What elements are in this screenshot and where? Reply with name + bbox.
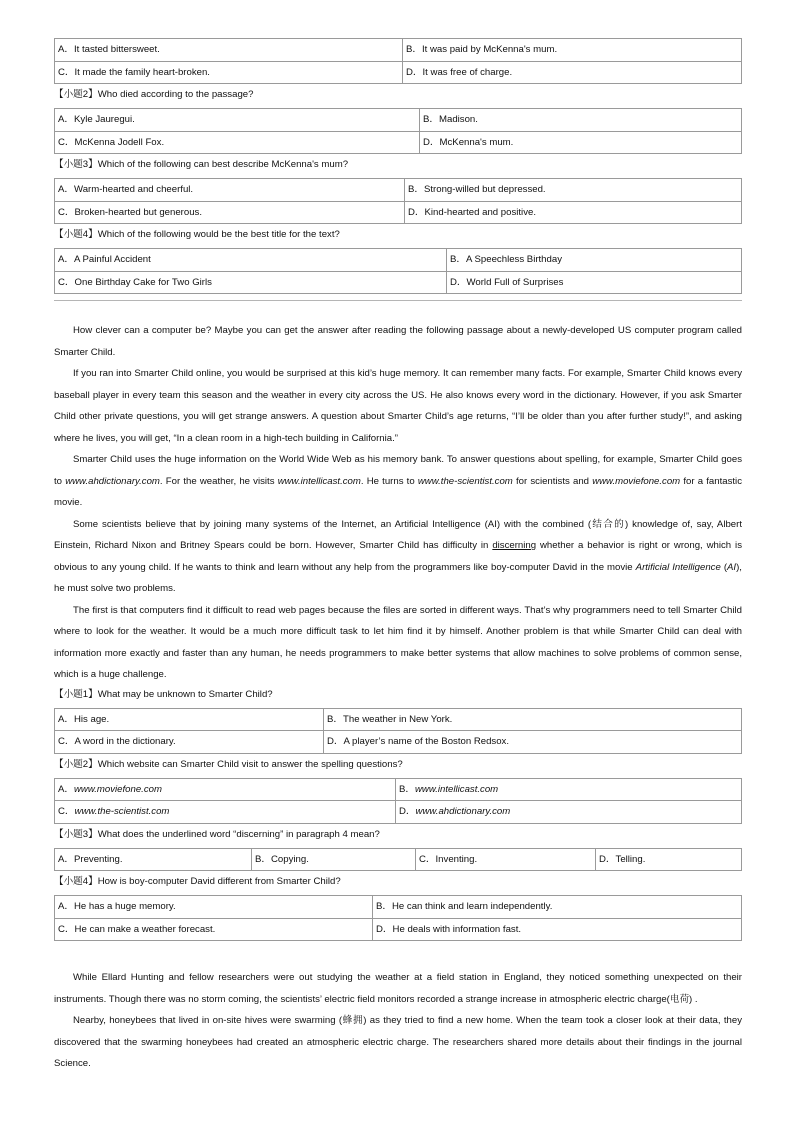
website-option: www.the-scientist.com xyxy=(74,806,170,818)
option-cell[interactable] xyxy=(396,801,742,824)
option-cell[interactable]: D．McKenna's mum. xyxy=(420,131,742,154)
website-option: www.intellicast.com xyxy=(415,783,499,795)
options-table-p2-q4 xyxy=(54,895,742,941)
option-cell[interactable]: C．He can make a weather forecast. xyxy=(55,918,373,941)
table-row xyxy=(55,61,742,84)
movie-abbrev: AI xyxy=(727,561,737,573)
option-cell[interactable]: B．A Speechless Birthday xyxy=(447,249,742,272)
option-cell[interactable]: C．A word in the dictionary. xyxy=(55,731,324,754)
option-prefix: B． xyxy=(399,783,415,795)
options-table-g1-q2 xyxy=(54,108,742,154)
question-text: 【小题2】Who died according to the passage? xyxy=(54,89,254,100)
option-cell[interactable]: C．Inventing. xyxy=(416,848,596,871)
paragraph xyxy=(54,514,742,600)
paragraph: How clever can a computer be? Maybe you can get the answer after reading the following passage about a newly-developed US computer program called Smarter Child. xyxy=(54,325,742,358)
website-option: www.ahdictionary.com xyxy=(415,806,511,818)
table-row xyxy=(55,109,742,132)
text-span: for scientists and xyxy=(512,475,593,487)
table-row xyxy=(55,39,742,62)
option-cell[interactable] xyxy=(55,801,396,824)
option-cell[interactable]: C．Broken-hearted but generous. xyxy=(55,201,405,224)
question-text: 【小题3】Which of the following can best describe McKenna's mum? xyxy=(54,159,349,170)
option-cell[interactable]: C．It made the family heart-broken. xyxy=(55,61,403,84)
question-text: 【小题4】How is boy-computer David different from Smarter Child? xyxy=(54,876,341,887)
option-cell[interactable]: A．His age. xyxy=(55,708,324,731)
paragraph: While Ellard Hunting and fellow researchers were out studying the weather at a field station in England, they noticed something unexpected on their instruments. Though there was no storm coming, the scientists’ electric field monitors recorded a strange increase in atmospheric electric charge(电荷) . xyxy=(54,972,742,1005)
passage-honeybees xyxy=(54,967,742,1075)
option-cell[interactable]: B．Madison. xyxy=(420,109,742,132)
text-span: ), he must solve two problems. xyxy=(54,561,742,594)
option-cell[interactable]: B．Strong-willed but depressed. xyxy=(405,179,742,202)
option-cell[interactable]: A．Kyle Jauregui. xyxy=(55,109,420,132)
text-span: whether a behavior is right or wrong, which is obvious to any young child. If he wants to think and learn without any help from the programmers like boy-computer David in the movie xyxy=(54,540,742,573)
question-text: 【小题2】Which website can Smarter Child visit to answer the spelling questions? xyxy=(54,758,403,770)
options-table-g1-q4 xyxy=(54,248,742,294)
option-cell[interactable] xyxy=(396,778,742,801)
passage-smarter-child xyxy=(54,320,742,686)
options-table-p2-q3 xyxy=(54,848,742,872)
website-link: www.intellicast.com xyxy=(277,475,361,487)
website-option: www.moviefone.com xyxy=(74,783,162,795)
option-prefix: D． xyxy=(399,806,416,818)
option-cell[interactable]: D．He deals with information fast. xyxy=(373,918,742,941)
option-cell[interactable]: A．Preventing. xyxy=(55,848,252,871)
underlined-word: discerning xyxy=(492,540,537,551)
table-row xyxy=(55,731,742,754)
text-span: . For the weather, he visits xyxy=(159,475,278,487)
table-row xyxy=(55,249,742,272)
paragraph: Nearby, honeybees that lived in on-site hives were swarming (蜂拥) as they tried to find a new home. When the team took a closer look at their data, they discovered that the swarming honeybees had created an atmospheric electric charge. The researchers shared more details about their findings in the journal Science. xyxy=(54,1015,742,1069)
paragraph: If you ran into Smarter Child online, you would be surprised at this kid’s huge memory. It can remember many facts. For example, Smarter Child knows every baseball player in every team this season and the weather in every city across the US. He also knows every word in the dictionary. However, if you ask Smarter Child other private questions, you will get strange answers. A question about Smarter Child’s age returns, “I’ll be older than you after further study!”, and asking where he lives, you will get, “In a clean room in a high-tech building in California.” xyxy=(54,368,742,444)
table-row xyxy=(55,896,742,919)
table-row xyxy=(55,131,742,154)
option-cell[interactable]: A．A Painful Accident xyxy=(55,249,447,272)
option-cell[interactable]: D．Telling. xyxy=(596,848,742,871)
option-cell[interactable]: C．McKenna Jodell Fox. xyxy=(55,131,420,154)
options-table-g1-q3 xyxy=(54,178,742,224)
option-prefix: C． xyxy=(58,806,75,818)
text-span: ( xyxy=(720,561,728,573)
question-text: 【小题4】Which of the following would be the best title for the text? xyxy=(54,229,340,240)
options-table-p2-q2 xyxy=(54,778,742,824)
option-cell[interactable]: B．Copying. xyxy=(252,848,416,871)
question-text: 【小题1】What may be unknown to Smarter Child? xyxy=(54,688,273,700)
option-cell[interactable]: C．One Birthday Cake for Two Girls xyxy=(55,271,447,294)
option-cell[interactable] xyxy=(55,778,396,801)
table-row xyxy=(55,778,742,801)
website-link: www.the-scientist.com xyxy=(417,475,513,487)
text-span: . He turns to xyxy=(360,475,418,487)
section-divider xyxy=(54,300,742,301)
question-text: 【小题3】What does the underlined word “discerning” in paragraph 4 mean? xyxy=(54,828,380,840)
table-row xyxy=(55,179,742,202)
option-cell[interactable]: D．Kind-hearted and positive. xyxy=(405,201,742,224)
table-row xyxy=(55,848,742,871)
worksheet-page xyxy=(54,38,742,1075)
paragraph xyxy=(54,449,742,514)
text-span: Some scientists believe that by joining many systems of the Internet, an Artificial Intelligence (AI) with the combined (结合的) knowledge of, say, Albert Einstein, Richard Nixon and Britney Spears could be born. However, Smarter Child has difficulty in xyxy=(54,518,742,551)
table-row xyxy=(55,271,742,294)
option-cell[interactable]: A．He has a huge memory. xyxy=(55,896,373,919)
options-table-g1-q1 xyxy=(54,38,742,84)
website-link: www.ahdictionary.com xyxy=(65,475,160,487)
option-cell[interactable]: D．A player’s name of the Boston Redsox. xyxy=(324,731,742,754)
option-cell[interactable]: B．He can think and learn independently. xyxy=(373,896,742,919)
option-cell[interactable]: A．Warm-hearted and cheerful. xyxy=(55,179,405,202)
options-table-p2-q1 xyxy=(54,708,742,754)
table-row xyxy=(55,201,742,224)
option-cell[interactable]: A．It tasted bittersweet. xyxy=(55,39,403,62)
option-cell[interactable]: B．The weather in New York. xyxy=(324,708,742,731)
movie-title: Artificial Intelligence xyxy=(635,561,721,573)
table-row xyxy=(55,801,742,824)
option-cell[interactable]: D．World Full of Surprises xyxy=(447,271,742,294)
option-prefix: A． xyxy=(58,783,74,795)
option-cell[interactable]: B．It was paid by McKenna's mum. xyxy=(403,39,742,62)
paragraph: The first is that computers find it difficult to read web pages because the files are sorted in different ways. That’s why programmers need to tell Smarter Child where to look for the weather. It would be a much more difficult task to let him find it by himself. Another problem is that while Smarter Child can deal with information more exactly and faster than any human, he needs programmers to make better systems that allow machines to solve problems of common sense, which is a huge challenge. xyxy=(54,604,742,680)
text-span: Smarter Child uses the huge information on the World Wide Web as his memory bank. To answer questions about spelling, for example, Smarter Child goes to xyxy=(54,454,742,487)
text-span: for a fantastic movie. xyxy=(54,475,742,508)
table-row xyxy=(55,708,742,731)
table-row xyxy=(55,918,742,941)
website-link: www.moviefone.com xyxy=(592,475,681,487)
option-cell[interactable]: D．It was free of charge. xyxy=(403,61,742,84)
